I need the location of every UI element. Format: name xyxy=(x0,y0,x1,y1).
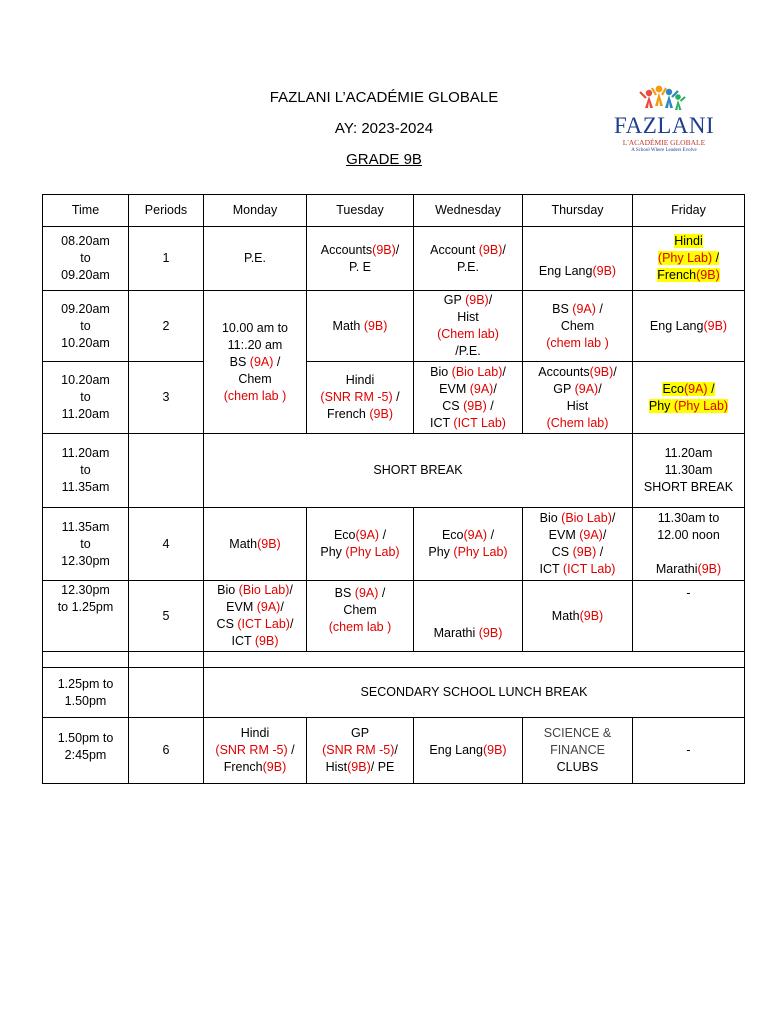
table-row xyxy=(43,581,745,652)
logo-subtitle: L'ACADÉMIE GLOBALE xyxy=(622,138,706,147)
period-cell: 1 xyxy=(129,227,204,291)
tuesday-cell: Accounts(9B)/ P. E xyxy=(307,227,414,291)
table-row xyxy=(43,362,745,434)
wednesday-cell: Marathi (9B) xyxy=(414,581,523,652)
short-break-label: SHORT BREAK xyxy=(204,434,633,508)
table-row xyxy=(43,291,745,362)
tuesday-cell: Eco(9A) / Phy (Phy Lab) xyxy=(307,508,414,581)
table-header-row xyxy=(43,195,745,227)
grade-title: GRADE 9B xyxy=(346,151,422,168)
table-row xyxy=(43,508,745,581)
timetable xyxy=(42,194,745,784)
friday-cell: Eco(9A) / Phy (Phy Lab) xyxy=(633,362,745,434)
thursday-cell: Math(9B) xyxy=(523,581,633,652)
tuesday-cell: BS (9A) / Chem (chem lab ) xyxy=(307,581,414,652)
monday-cell: 10.00 am to 11:.20 am BS (9A) / Chem (chem lab ) xyxy=(204,291,307,434)
col-header-time: Time xyxy=(43,195,129,227)
table-row-empty xyxy=(43,652,745,668)
tuesday-cell: GP (SNR RM -5)/ Hist(9B)/ PE xyxy=(307,718,414,784)
monday-cell: P.E. xyxy=(204,227,307,291)
time-cell: 11.35am to 12.30pm xyxy=(43,508,129,581)
period-cell: 5 xyxy=(129,581,204,652)
academic-year: AY: 2023-2024 xyxy=(334,120,434,137)
period-cell: 6 xyxy=(129,718,204,784)
time-cell: 09.20am to 10.20am xyxy=(43,291,129,362)
logo-tagline: A School Where Leaders Evolve xyxy=(631,148,697,153)
period-cell: 4 xyxy=(129,508,204,581)
time-cell: 12.30pm to 1.25pm xyxy=(43,581,129,652)
wednesday-cell: Account (9B)/ P.E. xyxy=(414,227,523,291)
thursday-cell: Bio (Bio Lab)/ EVM (9A)/ CS (9B) / ICT (ICT Lab) xyxy=(523,508,633,581)
table-row-lunch-break xyxy=(43,668,745,718)
thursday-cell: SCIENCE & FINANCE CLUBS xyxy=(523,718,633,784)
friday-cell: - xyxy=(633,581,745,652)
wednesday-cell: Eco(9A) / Phy (Phy Lab) xyxy=(414,508,523,581)
col-header-friday: Friday xyxy=(633,195,745,227)
monday-cell: Hindi (SNR RM -5) / French(9B) xyxy=(204,718,307,784)
time-cell: 1.25pm to 1.50pm xyxy=(43,668,129,718)
col-header-wednesday: Wednesday xyxy=(414,195,523,227)
thursday-cell: Accounts(9B)/ GP (9A)/ Hist (Chem lab) xyxy=(523,362,633,434)
wednesday-cell: Eng Lang(9B) xyxy=(414,718,523,784)
col-header-tuesday: Tuesday xyxy=(307,195,414,227)
time-cell: 10.20am to 11.20am xyxy=(43,362,129,434)
period-cell: 2 xyxy=(129,291,204,362)
period-cell xyxy=(129,668,204,718)
wednesday-cell: Bio (Bio Lab)/ EVM (9A)/ CS (9B) / ICT (ICT Lab) xyxy=(414,362,523,434)
period-cell xyxy=(129,434,204,508)
friday-cell: 11.30am to 12.00 noon Marathi(9B) xyxy=(633,508,745,581)
col-header-periods: Periods xyxy=(129,195,204,227)
tuesday-cell: Math (9B) xyxy=(307,291,414,362)
table-row xyxy=(43,227,745,291)
time-cell: 11.20am to 11.35am xyxy=(43,434,129,508)
table-row xyxy=(43,718,745,784)
friday-cell: Eng Lang(9B) xyxy=(633,291,745,362)
col-header-thursday: Thursday xyxy=(523,195,633,227)
logo-wordmark: FAZLANI xyxy=(614,113,715,138)
time-cell: 1.50pm to 2:45pm xyxy=(43,718,129,784)
school-logo xyxy=(612,84,714,158)
monday-cell: Bio (Bio Lab)/ EVM (9A)/ CS (ICT Lab)/ ICT (9B) xyxy=(204,581,307,652)
wednesday-cell: GP (9B)/ Hist (Chem lab) /P.E. xyxy=(414,291,523,362)
lunch-break-label: SECONDARY SCHOOL LUNCH BREAK xyxy=(204,668,745,718)
thursday-cell: Eng Lang(9B) xyxy=(523,227,633,291)
friday-cell: 11.20am 11.30am SHORT BREAK xyxy=(633,434,745,508)
time-cell: 08.20am to 09.20am xyxy=(43,227,129,291)
monday-cell: Math(9B) xyxy=(204,508,307,581)
friday-cell: - xyxy=(633,718,745,784)
table-row-short-break xyxy=(43,434,745,508)
school-name: FAZLANI L’ACADÉMIE GLOBALE xyxy=(269,89,499,106)
thursday-cell: BS (9A) / Chem (chem lab ) xyxy=(523,291,633,362)
period-cell: 3 xyxy=(129,362,204,434)
friday-cell: Hindi (Phy Lab) / French(9B) xyxy=(633,227,745,291)
tuesday-cell: Hindi (SNR RM -5) / French (9B) xyxy=(307,362,414,434)
col-header-monday: Monday xyxy=(204,195,307,227)
